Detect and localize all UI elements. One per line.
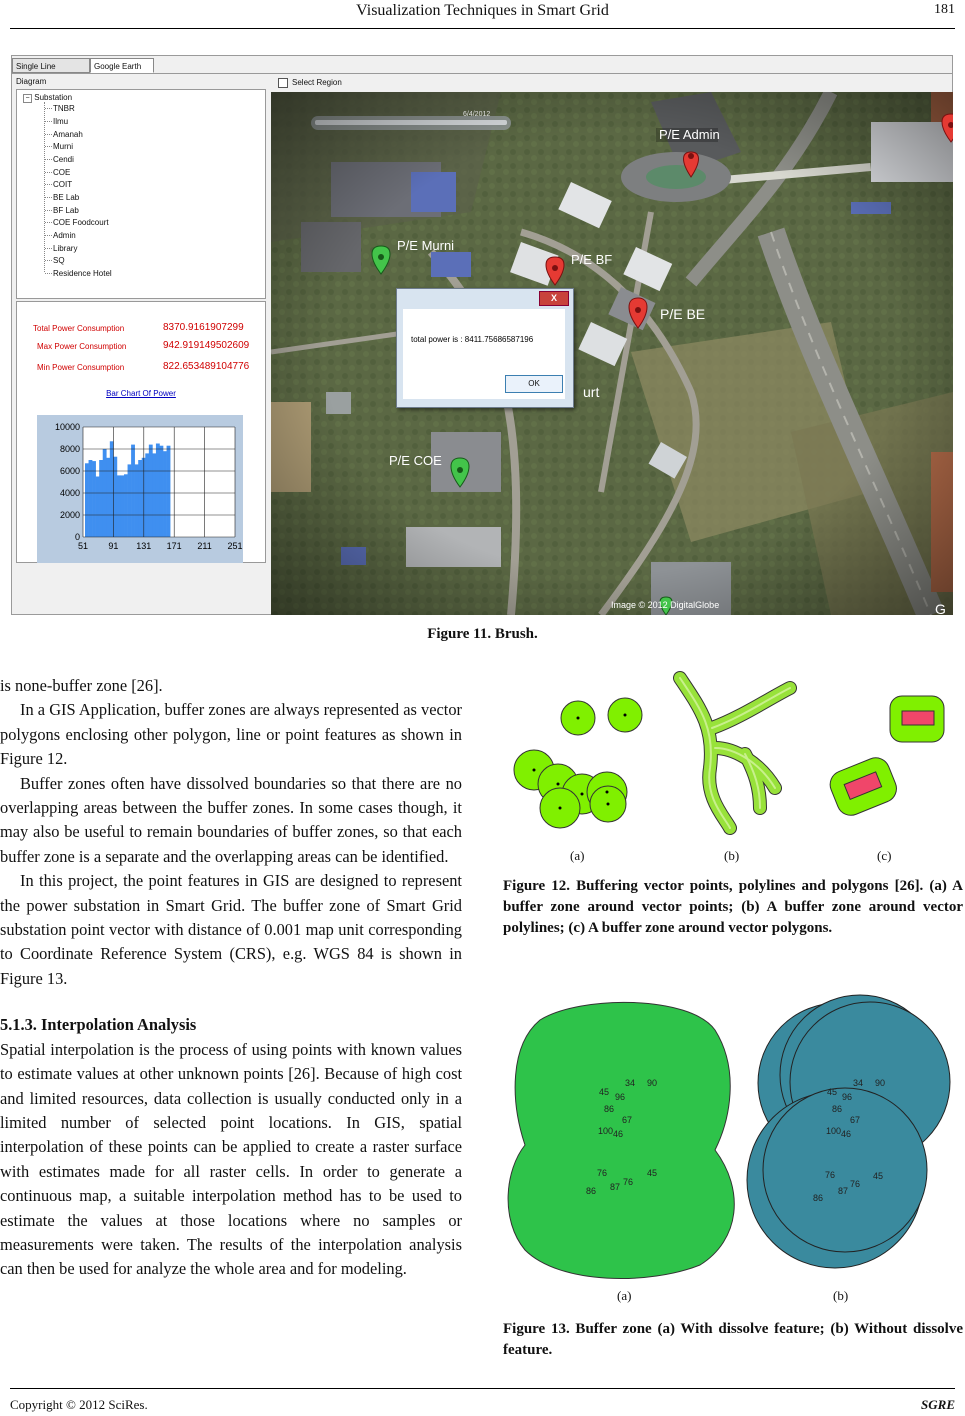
point-value-label: 45 (599, 1087, 610, 1097)
dissolved-buffer (508, 1002, 734, 1278)
point-value-label: 34 (853, 1078, 864, 1088)
x-tick-label: 51 (77, 541, 89, 551)
tree-root-label: Substation (34, 93, 73, 102)
chart-bar (89, 460, 93, 537)
footer-copyright: Copyright © 2012 SciRes. (10, 1397, 148, 1412)
chart-bar (120, 475, 124, 537)
substation-tree[interactable] (16, 89, 266, 299)
point-value-label: 96 (842, 1092, 853, 1102)
dialog-body (403, 309, 565, 399)
left-column (0, 674, 462, 1282)
power-bar-chart (37, 415, 243, 563)
chart-bar (96, 477, 100, 538)
svg-text:P/E Murni: P/E Murni (397, 238, 455, 253)
chart-bar (92, 461, 96, 537)
power-stats-panel (16, 301, 266, 563)
svg-text:P/E BF: P/E BF (571, 252, 613, 267)
svg-text:P/E BE: P/E BE (660, 306, 706, 322)
min-power-value: 822.653489104776 (163, 361, 250, 372)
tree-item-coit[interactable]: COIT (53, 178, 72, 191)
tree-item-tnbr[interactable]: TNBR (53, 102, 75, 115)
y-tick-label: 0 (74, 532, 80, 542)
tree-item-admin[interactable]: Admin (53, 229, 76, 242)
point-value-label: 100 (826, 1126, 842, 1136)
header-rule (10, 28, 955, 29)
tree-item-cendi[interactable]: Cendi (53, 153, 74, 166)
buffered-polygons (826, 696, 944, 819)
point-value-label: 34 (625, 1078, 636, 1088)
ok-button[interactable]: OK (505, 375, 563, 393)
min-power-label: Min Power Consumption (37, 363, 125, 372)
x-tick-label: 251 (227, 541, 243, 551)
chart-bar (106, 458, 110, 537)
tree-item-bf-lab[interactable]: BF Lab (53, 204, 79, 217)
x-tick-label: 171 (166, 541, 182, 551)
tree-item-coe[interactable]: COE (53, 166, 70, 179)
satellite-map[interactable] (271, 92, 953, 615)
figure12-label-b: (b) (724, 848, 740, 863)
collapse-icon[interactable]: − (23, 94, 32, 103)
point-value-label: 87 (610, 1182, 621, 1192)
tree-item-coe-foodcourt[interactable]: COE Foodcourt (53, 216, 109, 229)
tab-single-line-diagram[interactable]: Single Line Diagram (12, 58, 90, 73)
footer-journal: SGRE (921, 1397, 955, 1412)
svg-text:P/E COE: P/E COE (389, 453, 442, 468)
buffered-polylines (680, 678, 790, 828)
figure12-label-c: (c) (877, 848, 892, 863)
figure11-screenshot (11, 55, 953, 615)
checkbox-box[interactable] (278, 78, 288, 88)
tree-item-sq[interactable]: SQ (53, 254, 65, 267)
chart-bar (124, 474, 128, 537)
point-value-label: 76 (623, 1177, 634, 1187)
chart-bar (152, 453, 156, 537)
chart-bar (167, 446, 171, 537)
power-bar-chart-svg (37, 415, 243, 563)
y-tick-label: 8000 (59, 444, 80, 454)
point-value-label: 45 (873, 1171, 884, 1181)
x-tick-label: 91 (108, 541, 119, 551)
chart-bar (159, 446, 163, 537)
paragraph-5: Spatial interpolation is the process of using points with known values to estimate values at other unknown points [26]. Because of high cost and limited resources, data collection is usually conducted only in a limited number of selected point locations. In GIS, spatial interpolation of these points can be applied to create a raster surface with estimates made for all raster cells. In order to generate a continuous map, a suitable interpolation method has to be used to estimate the values at those locations where no samples or measurements were taken. The results of the interpolation analysis can then be used for analyze the whole area and for modeling. (0, 1039, 462, 1279)
bar-chart-link[interactable]: Bar Chart Of Power (106, 389, 176, 398)
tree-item-amanah[interactable]: Amanah (53, 128, 83, 141)
chart-bar (117, 475, 121, 537)
point-value-label: 45 (647, 1168, 658, 1178)
tab-divider (12, 73, 952, 74)
x-tick-label: 211 (197, 541, 212, 551)
point-value-label: 76 (597, 1168, 608, 1178)
dialog-message: total power is : 8411.75686587196 (411, 335, 534, 344)
tab-google-earth[interactable]: Google Earth (90, 58, 154, 73)
section-spacer (0, 991, 462, 1013)
tree-item-ilmu[interactable]: Ilmu (53, 115, 68, 128)
chart-bar (156, 444, 160, 538)
point-value-label: 67 (850, 1115, 861, 1125)
map-credit: Image © 2012 DigitalGlobe (611, 600, 720, 610)
point-value-label: 90 (875, 1078, 886, 1088)
chart-bar (131, 445, 135, 537)
point-value-label: 46 (841, 1129, 852, 1139)
figure13-label-b: (b) (833, 1288, 849, 1303)
select-region-checkbox[interactable] (278, 78, 342, 88)
y-tick-label: 10000 (54, 422, 80, 432)
figure13-image (500, 990, 960, 1280)
max-power-label: Max Power Consumption (37, 342, 127, 351)
chart-bar (99, 460, 103, 537)
max-power-value: 942.919149502609 (163, 340, 250, 351)
point-value-label: 67 (622, 1115, 633, 1125)
point-value-label: 45 (827, 1087, 838, 1097)
figure13-caption: Figure 13. Buffer zone (a) With dissolve feature; (b) Without dissolve feature. (503, 1321, 963, 1358)
svg-text:P/E Admin: P/E Admin (659, 127, 720, 142)
chart-bar (149, 445, 153, 537)
tree-item-murni[interactable]: Murni (53, 140, 73, 153)
tree-item-residence-hotel[interactable]: Residence Hotel (53, 267, 112, 280)
point-value-label: 87 (838, 1186, 849, 1196)
paragraph-2: In a GIS Application, buffer zones are always represented as vector polygons enclosing other polygon, line or point features as shown in Figure 12. (0, 700, 462, 769)
point-value-label: 76 (825, 1170, 836, 1180)
paragraph-4: In this project, the point features in GIS are designed to represent the power substation in Smart Grid. The buffer zone of Smart Grid substation point vector with distance of 0.001 map unit corresponding to Coordinate Reference System (CRS), e.g. WGS 84 is shown in Figure 13. (0, 871, 462, 988)
section-heading: 5.1.3. Interpolation Analysis (0, 1015, 197, 1035)
chart-bar (110, 441, 114, 537)
figure12-label-a: (a) (570, 848, 585, 863)
running-header: Visualization Techniques in Smart Grid (356, 2, 609, 19)
tree-guide-line (44, 102, 45, 272)
point-value-label: 100 (598, 1126, 614, 1136)
y-tick-label: 2000 (59, 510, 80, 520)
figure13-label-a: (a) (617, 1288, 632, 1303)
paragraph-1: is none-buffer zone [26]. (0, 676, 163, 695)
map-corner-mark: G (935, 601, 946, 615)
x-tick-label: 131 (136, 541, 152, 551)
chart-bar (113, 457, 117, 537)
y-tick-label: 6000 (59, 466, 80, 476)
point-value-label: 96 (615, 1092, 626, 1102)
chart-bar (85, 463, 89, 537)
total-power-label: Total Power Consumption (33, 324, 125, 333)
satellite-map-image (271, 92, 953, 615)
tree-item-library[interactable]: Library (53, 242, 77, 255)
point-value-label: 86 (813, 1193, 824, 1203)
footer-rule (10, 1388, 955, 1389)
chart-bar (163, 451, 167, 537)
chart-bar (138, 460, 142, 537)
point-value-label: 86 (586, 1186, 597, 1196)
y-tick-label: 4000 (59, 488, 80, 498)
figure11-caption: Figure 11. Brush. (427, 626, 538, 642)
point-value-label: 86 (832, 1104, 843, 1114)
buffered-points (514, 698, 642, 828)
paragraph-3: Buffer zones often have dissolved boundaries so that there are no overlapping areas between the buffer zones. In some cases though, it may also be useful to remain boundaries of buffer zones, so that each buffer zone is a separate and the overlapping areas can be identified. (0, 773, 462, 866)
point-value-label: 76 (850, 1179, 861, 1189)
figure12-image (500, 668, 960, 838)
point-value-label: 90 (647, 1078, 658, 1088)
select-region-label: Select Region (292, 78, 342, 88)
total-power-value: 8370.9161907299 (163, 322, 244, 333)
point-value-label: 86 (604, 1104, 615, 1114)
point-value-label: 46 (613, 1129, 624, 1139)
chart-bar (135, 464, 139, 537)
page-number: 181 (934, 2, 955, 17)
tree-item-be-lab[interactable]: BE Lab (53, 191, 79, 204)
partial-label: urt (583, 384, 600, 400)
chart-bar (145, 453, 149, 537)
close-icon[interactable]: X (539, 291, 569, 306)
figure12-caption: Figure 12. Buffering vector points, polylines and polygons [26]. (a) A buffer zone around vector points; (b) A buffer zone around vector polylines; (c) A buffer zone around vector polygons. (503, 878, 963, 936)
chart-bar (128, 464, 132, 537)
total-power-dialog (396, 288, 574, 408)
